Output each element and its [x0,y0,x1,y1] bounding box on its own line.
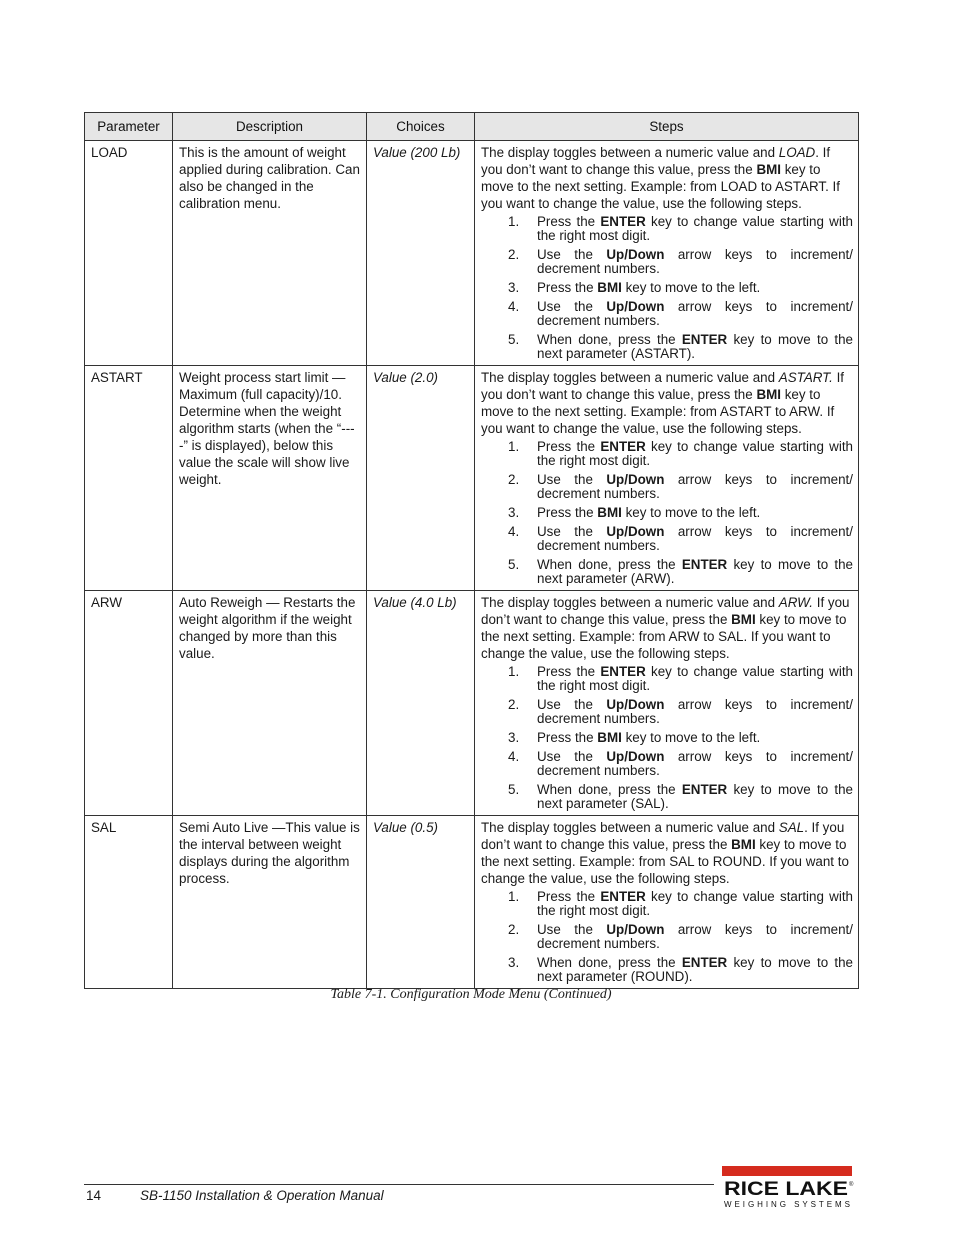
cell-steps [475,366,859,591]
step-text-post: arrow keys to increment/ decrement numbers. [537,697,853,726]
step-item [508,214,853,243]
step-item [508,505,853,520]
step-number: 2. [508,247,520,262]
step-text-post: key to move to the left. [621,280,761,295]
step-key-name: Up/Down [606,922,665,937]
step-text-pre: When done, press the [537,782,682,797]
cell-parameter: LOAD [85,141,173,366]
step-key-name: BMI [597,730,622,745]
step-item [508,664,853,693]
step-text-pre: Use the [537,247,607,262]
table-row [85,591,859,816]
logo-subtext: WEIGHING SYSTEMS [724,1200,850,1209]
intro-text-mid: If you don’t want to change this value, press the [481,370,845,402]
step-text-pre: Use the [537,697,607,712]
step-text-post: key to move to the next parameter (ASTART). [537,332,853,361]
step-key-name: ENTER [600,439,646,454]
intro-text-post: key to move to the next setting. Example: from ARW to SAL. If you want to change the value, use the following steps. [481,612,847,661]
intro-param-name: LOAD [778,145,816,160]
cell-steps [475,816,859,989]
cell-description: This is the amount of weight applied during calibration. Can also be changed in the calibration menu. [173,141,367,366]
logo-wordmark: RICE LAKE [724,1179,848,1200]
step-number: 1. [508,664,520,679]
cell-choices: Value (0.5) [367,816,475,989]
step-text-post: key to change value starting with the right most digit. [537,889,853,918]
step-key-name: Up/Down [606,472,665,487]
footer-rule [84,1184,714,1185]
step-text-post: arrow keys to increment/ decrement numbers. [537,749,853,778]
step-item [508,782,853,811]
step-text-pre: Use the [537,472,607,487]
header-parameter: Parameter [85,113,173,141]
step-text-post: key to move to the left. [621,505,761,520]
step-text-pre: Press the [537,280,598,295]
intro-text-post: key to move to the next setting. Example: from ASTART to ARW. If you want to change the value, use the following steps. [481,387,835,436]
cell-description: Auto Reweigh — Restarts the weight algorithm if the weight changed by more than this value. [173,591,367,816]
step-number: 5. [508,782,520,797]
step-item [508,697,853,726]
steps-list [481,440,853,586]
step-item [508,730,853,745]
step-number: 4. [508,749,520,764]
intro-text: The display toggles between a numeric value and [481,595,779,610]
intro-text-mid: . If you don’t want to change this value, press the [481,820,845,852]
rice-lake-logo [722,1166,855,1210]
steps-intro [481,369,853,437]
step-key-name: Up/Down [606,749,665,764]
intro-key-name: BMI [731,837,756,852]
step-text-post: key to change value starting with the right most digit. [537,439,853,468]
logo-registered-mark: ® [849,1182,854,1188]
cell-parameter: SAL [85,816,173,989]
step-item [508,749,853,778]
step-number: 5. [508,332,520,347]
cell-parameter: ARW [85,591,173,816]
intro-text-post: key to move to the next setting. Example: from SAL to ROUND. If you want to change the value, use the following steps. [481,837,849,886]
step-item [508,280,853,295]
steps-list [481,665,853,811]
intro-text: The display toggles between a numeric value and [481,145,779,160]
step-number: 2. [508,922,520,937]
step-text-post: key to move to the next parameter (SAL). [537,782,853,811]
step-text-pre: Use the [537,922,607,937]
step-item [508,557,853,586]
step-text-pre: Press the [537,730,598,745]
step-number: 3. [508,730,520,745]
page-number: 14 [86,1188,102,1203]
step-text-post: arrow keys to increment/ decrement numbers. [537,247,853,276]
step-text-pre: Use the [537,524,607,539]
steps-list [481,215,853,361]
cell-description: Weight process start limit — Maximum (full capacity)/10. Determine when the weight algorithm starts (when the “----” is displayed), below this value the scale will show live weight. [173,366,367,591]
step-text-pre: Press the [537,214,601,229]
step-number: 1. [508,439,520,454]
step-text-pre: Press the [537,889,601,904]
step-text-pre: When done, press the [537,332,682,347]
table-row [85,366,859,591]
steps-list [481,890,853,984]
step-key-name: ENTER [681,332,728,347]
step-number: 3. [508,505,520,520]
step-number: 4. [508,524,520,539]
step-number: 2. [508,472,520,487]
step-text-post: arrow keys to increment/ decrement numbers. [537,472,853,501]
step-key-name: ENTER [681,782,728,797]
manual-title: SB-1150 Installation & Operation Manual [140,1188,384,1203]
step-key-name: Up/Down [606,524,665,539]
step-text-pre: Press the [537,505,598,520]
intro-text: The display toggles between a numeric value and [481,370,779,385]
steps-intro [481,594,853,662]
step-item [508,332,853,361]
step-item [508,955,853,984]
step-number: 5. [508,557,520,572]
step-item [508,524,853,553]
step-key-name: ENTER [681,955,728,970]
cell-description: Semi Auto Live —This value is the interval between weight displays during the algorithm process. [173,816,367,989]
step-text-pre: Use the [537,299,607,314]
intro-key-name: BMI [756,387,781,402]
step-text-post: arrow keys to increment/ decrement numbers. [537,524,853,553]
header-description: Description [173,113,367,141]
step-text-post: key to change value starting with the right most digit. [537,214,853,243]
step-key-name: Up/Down [606,299,665,314]
step-key-name: BMI [597,280,622,295]
step-item [508,439,853,468]
step-key-name: ENTER [600,889,646,904]
step-key-name: ENTER [600,664,646,679]
intro-text-mid: If you don’t want to change this value, press the [481,595,850,627]
configuration-table [84,112,859,989]
step-text-post: key to move to the left. [621,730,761,745]
table-row [85,141,859,366]
step-item [508,922,853,951]
table-row [85,816,859,989]
header-choices: Choices [367,113,475,141]
cell-choices: Value (200 Lb) [367,141,475,366]
step-key-name: Up/Down [606,247,665,262]
step-text-post: arrow keys to increment/ decrement numbers. [537,922,853,951]
step-text-post: key to move to the next parameter (ARW). [537,557,853,586]
cell-steps [475,141,859,366]
table-header-row [85,113,859,141]
step-text-pre: When done, press the [537,955,682,970]
step-number: 1. [508,889,520,904]
intro-text-mid: . If you don’t want to change this value, press the [481,145,831,177]
intro-param-name: ASTART. [778,370,833,385]
step-item [508,247,853,276]
step-key-name: BMI [597,505,622,520]
step-text-pre: Use the [537,749,607,764]
intro-param-name: SAL [778,820,805,835]
step-item [508,889,853,918]
step-key-name: Up/Down [606,697,665,712]
steps-intro [481,819,853,887]
step-number: 2. [508,697,520,712]
step-number: 4. [508,299,520,314]
cell-choices: Value (2.0) [367,366,475,591]
step-number: 3. [508,955,520,970]
intro-key-name: BMI [756,162,781,177]
steps-intro [481,144,853,212]
intro-param-name: ARW. [778,595,813,610]
step-key-name: ENTER [681,557,728,572]
cell-steps [475,591,859,816]
step-text-post: key to move to the next parameter (ROUND). [537,955,853,984]
step-text-pre: Press the [537,664,601,679]
header-steps: Steps [475,113,859,141]
intro-text: The display toggles between a numeric value and [481,820,779,835]
table-caption: Table 7-1. Configuration Mode Menu (Continued) [330,987,612,1002]
step-key-name: ENTER [600,214,646,229]
logo-red-bar [722,1166,852,1176]
step-text-pre: When done, press the [537,557,682,572]
cell-parameter: ASTART [85,366,173,591]
cell-choices: Value (4.0 Lb) [367,591,475,816]
step-text-post: key to change value starting with the right most digit. [537,664,853,693]
step-text-pre: Press the [537,439,601,454]
intro-key-name: BMI [731,612,756,627]
step-number: 1. [508,214,520,229]
step-item [508,299,853,328]
step-text-post: arrow keys to increment/ decrement numbers. [537,299,853,328]
intro-text-post: key to move to the next setting. Example: from LOAD to ASTART. If you want to change the value, use the following steps. [481,162,840,211]
step-item [508,472,853,501]
step-number: 3. [508,280,520,295]
